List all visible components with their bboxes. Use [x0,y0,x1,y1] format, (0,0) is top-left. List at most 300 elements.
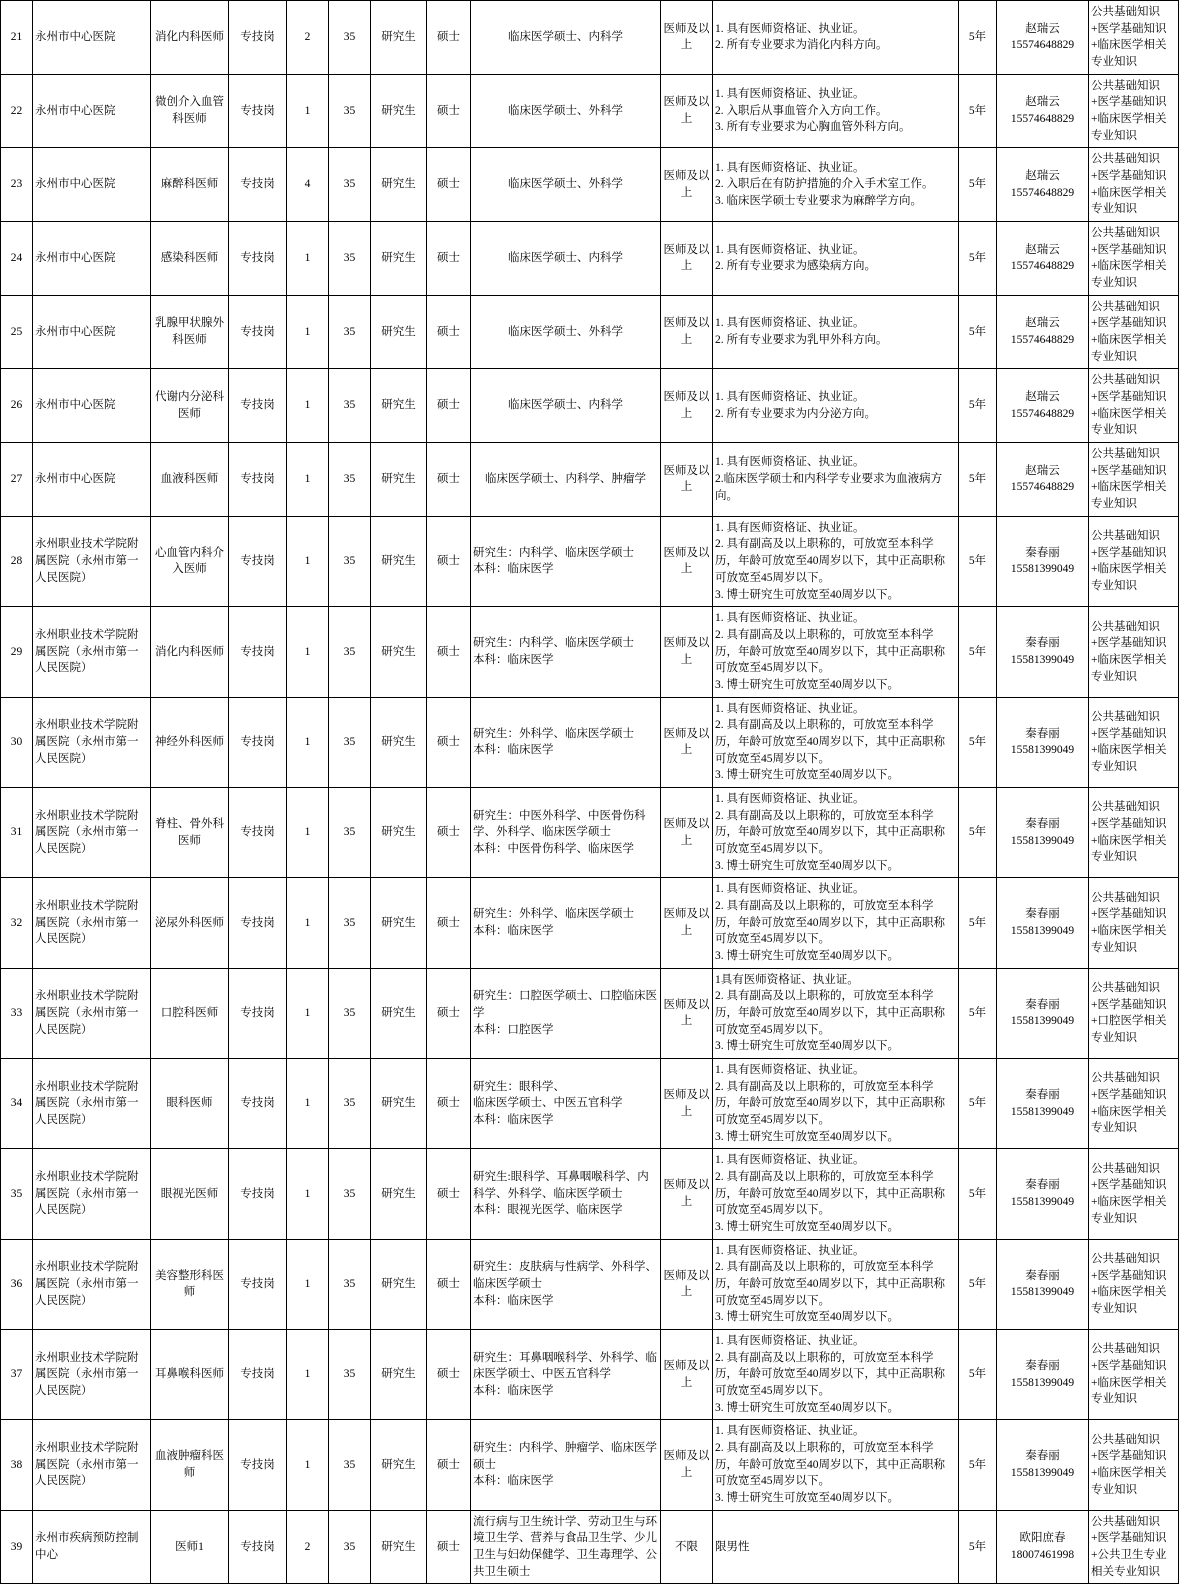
age-limit: 35 [329,968,371,1058]
other-conditions-line: 2. 所有专业要求为消化内科方向。 [715,39,888,52]
recruiting-unit: 永州职业技术学院附属医院（永州市第一人民医院） [33,1330,151,1420]
degree: 硕士 [427,516,471,606]
post-category: 专技岗 [229,1330,287,1420]
table-row [1,878,1179,968]
contact-phone: 15581399049 [1010,1286,1075,1299]
contact-phone: 15581399049 [1010,1376,1075,1389]
post-category: 专技岗 [229,697,287,787]
other-conditions-line: 1. 具有医师资格证、执业证。 [715,792,865,805]
major-requirement-line: 研究生：眼科学、 [473,1080,565,1093]
service-period: 5年 [959,1149,997,1239]
other-conditions [713,148,959,222]
degree: 硕士 [427,1149,471,1239]
row-index: 31 [1,787,33,877]
recruiting-unit: 永州职业技术学院附属医院（永州市第一人民医院） [33,697,151,787]
row-index: 26 [1,369,33,443]
major-requirement [471,1149,661,1239]
major-requirement-line: 临床医学硕士、内科学 [508,252,623,265]
qualification: 医师及以上 [661,787,713,877]
age-limit: 35 [329,1149,371,1239]
major-requirement-line: 本科：临床医学 [473,653,554,666]
service-period: 5年 [959,968,997,1058]
other-conditions-line: 1. 具有医师资格证、执业证。 [715,161,865,174]
age-limit: 35 [329,878,371,968]
recruiting-unit: 永州职业技术学院附属医院（永州市第一人民医院） [33,1420,151,1510]
major-requirement [471,878,661,968]
contact-person [997,369,1089,443]
age-limit: 35 [329,1239,371,1329]
table-row [1,222,1179,296]
recruiting-unit: 永州市中心医院 [33,74,151,148]
major-requirement-line: 临床医学硕士、内科学、肿瘤学 [485,473,646,486]
qualification: 医师及以上 [661,1330,713,1420]
major-requirement [471,1420,661,1510]
major-requirement [471,516,661,606]
age-limit: 35 [329,295,371,369]
major-requirement [471,1239,661,1329]
exam-subjects: 公共基础知识+医学基础知识+临床医学相关专业知识 [1089,878,1179,968]
other-conditions-line: 3. 临床医学硕士专业要求为麻醉学方向。 [715,195,922,208]
major-requirement [471,968,661,1058]
degree: 硕士 [427,697,471,787]
other-conditions-line: 1. 具有医师资格证、执业证。 [715,88,865,101]
recruit-count: 1 [287,1058,329,1148]
exam-subjects: 公共基础知识+医学基础知识+临床医学相关专业知识 [1089,369,1179,443]
other-conditions [713,1058,959,1148]
contact-name: 赵瑞云 [1025,391,1060,404]
post-category: 专技岗 [229,787,287,877]
contact-person [997,787,1089,877]
table-body [1,1,1179,1584]
contact-name: 赵瑞云 [1025,464,1060,477]
recruiting-post: 美容整形科医师 [151,1239,229,1329]
table-row [1,787,1179,877]
other-conditions-line: 2. 具有副高及以上职称的，可放宽至本科学历，年龄可放宽至40周岁以下，其中正高职称可放宽至45周岁以下。 [715,1261,945,1307]
degree: 硕士 [427,1239,471,1329]
major-requirement-line: 本科：口腔医学 [473,1023,554,1036]
recruit-count: 1 [287,607,329,697]
table-row [1,1510,1179,1584]
contact-phone: 15581399049 [1010,1196,1075,1208]
other-conditions [713,1149,959,1239]
other-conditions-line: 2. 具有副高及以上职称的，可放宽至本科学历，年龄可放宽至40周岁以下，其中正高职称可放宽至45周岁以下。 [715,809,945,855]
other-conditions-line: 2. 入职后在有防护措施的介入手术室工作。 [715,178,934,191]
age-limit: 35 [329,1420,371,1510]
contact-name: 秦春丽 [1025,908,1060,921]
contact-name: 赵瑞云 [1025,96,1060,109]
exam-subjects: 公共基础知识+医学基础知识+临床医学相关专业知识 [1089,443,1179,517]
row-index: 30 [1,697,33,787]
education: 研究生 [371,878,427,968]
age-limit: 35 [329,1510,371,1584]
recruit-count: 4 [287,148,329,222]
age-limit: 35 [329,516,371,606]
service-period: 5年 [959,1058,997,1148]
other-conditions-line: 1. 具有医师资格证、执业证。 [715,1244,865,1257]
qualification: 医师及以上 [661,878,713,968]
education: 研究生 [371,516,427,606]
recruit-count: 1 [287,74,329,148]
table-row [1,443,1179,517]
row-index: 25 [1,295,33,369]
contact-name: 秦春丽 [1025,998,1060,1011]
age-limit: 35 [329,443,371,517]
contact-person [997,148,1089,222]
contact-name: 赵瑞云 [1025,243,1060,256]
row-index: 34 [1,1058,33,1148]
qualification: 医师及以上 [661,369,713,443]
contact-person [997,607,1089,697]
recruiting-post: 医师1 [151,1510,229,1584]
contact-phone: 15581399049 [1010,653,1075,666]
major-requirement [471,148,661,222]
service-period: 5年 [959,1,997,75]
recruiting-post: 乳腺甲状腺外科医师 [151,295,229,369]
contact-phone: 15581399049 [1010,924,1075,937]
other-conditions-line: 3. 博士研究生可放宽至40周岁以下。 [715,1492,899,1505]
education: 研究生 [371,1510,427,1584]
recruiting-post: 神经外科医师 [151,697,229,787]
major-requirement [471,607,661,697]
recruiting-post: 微创介入血管科医师 [151,74,229,148]
recruit-count: 1 [287,968,329,1058]
recruiting-post: 耳鼻喉科医师 [151,1330,229,1420]
contact-person [997,1510,1089,1584]
other-conditions-line: 1. 具有医师资格证、执业证。 [715,521,865,534]
other-conditions [713,369,959,443]
recruiting-post: 消化内科医师 [151,607,229,697]
exam-subjects: 公共基础知识+医学基础知识+临床医学相关专业知识 [1089,1149,1179,1239]
qualification: 医师及以上 [661,697,713,787]
contact-name: 秦春丽 [1025,1179,1060,1192]
major-requirement-line: 本科：临床医学 [473,1113,554,1126]
recruiting-unit: 永州市中心医院 [33,1,151,75]
row-index: 32 [1,878,33,968]
recruiting-unit: 永州职业技术学院附属医院（永州市第一人民医院） [33,1149,151,1239]
exam-subjects: 公共基础知识+医学基础知识+临床医学相关专业知识 [1089,74,1179,148]
qualification: 医师及以上 [661,516,713,606]
major-requirement-line: 研究生：外科学、临床医学硕士 [473,908,634,921]
major-requirement-line: 研究生:眼科学、耳鼻咽喉科学、内科学、外科学、临床医学硕士 [473,1171,649,1200]
education: 研究生 [371,443,427,517]
recruiting-post: 麻醉科医师 [151,148,229,222]
table-row [1,1,1179,75]
row-index: 28 [1,516,33,606]
recruiting-post: 眼科医师 [151,1058,229,1148]
row-index: 21 [1,1,33,75]
qualification: 医师及以上 [661,607,713,697]
contact-name: 秦春丽 [1025,637,1060,650]
major-requirement-line: 研究生：外科学、临床医学硕士 [473,727,634,740]
major-requirement-line: 本科：中医骨伤科学、临床医学 [473,842,634,855]
table-row [1,295,1179,369]
major-requirement-line: 本科：临床医学 [473,744,554,757]
post-category: 专技岗 [229,1058,287,1148]
contact-phone: 15581399049 [1010,1015,1075,1028]
major-requirement-line: 本科：临床医学 [473,563,554,576]
other-conditions-line: 2. 所有专业要求为乳甲外科方向。 [715,334,888,347]
contact-person [997,1,1089,75]
contact-name: 秦春丽 [1025,817,1060,830]
recruiting-unit: 永州市中心医院 [33,148,151,222]
contact-person [997,1420,1089,1510]
other-conditions-line: 3. 博士研究生可放宽至40周岁以下。 [715,1130,899,1143]
other-conditions-line: 3. 博士研究生可放宽至40周岁以下。 [715,769,899,782]
qualification: 医师及以上 [661,1149,713,1239]
education: 研究生 [371,607,427,697]
qualification: 医师及以上 [661,295,713,369]
education: 研究生 [371,1,427,75]
other-conditions-line: 3. 博士研究生可放宽至40周岁以下。 [715,949,899,962]
age-limit: 35 [329,1,371,75]
degree: 硕士 [427,968,471,1058]
other-conditions-line: 1具有医师资格证、执业证。 [715,973,859,986]
recruit-count: 2 [287,1510,329,1584]
other-conditions-line: 2. 具有副高及以上职称的，可放宽至本科学历，年龄可放宽至40周岁以下，其中正高职称可放宽至45周岁以下。 [715,990,945,1036]
recruiting-unit: 永州职业技术学院附属医院（永州市第一人民医院） [33,787,151,877]
recruit-count: 1 [287,369,329,443]
age-limit: 35 [329,697,371,787]
other-conditions-line: 1. 具有医师资格证、执业证。 [715,702,865,715]
post-category: 专技岗 [229,148,287,222]
recruiting-post: 口腔科医师 [151,968,229,1058]
other-conditions [713,878,959,968]
education: 研究生 [371,148,427,222]
qualification: 医师及以上 [661,148,713,222]
post-category: 专技岗 [229,369,287,443]
contact-phone: 15574648829 [1010,186,1075,199]
major-requirement-line: 研究生：内科学、肿瘤学、临床医学硕士 [473,1442,657,1471]
recruit-count: 1 [287,1420,329,1510]
other-conditions-line: 3. 博士研究生可放宽至40周岁以下。 [715,1040,899,1053]
major-requirement-line: 流行病与卫生统计学、劳动卫生与环境卫生学、营养与食品卫生学、少儿卫生与妇幼保健学、卫生毒理学、公共卫生硕士 [473,1515,657,1578]
table-row [1,968,1179,1058]
recruiting-unit: 永州市中心医院 [33,369,151,443]
other-conditions-line: 2. 所有专业要求为感染病方向。 [715,260,876,273]
age-limit: 35 [329,369,371,443]
row-index: 38 [1,1420,33,1510]
other-conditions [713,1,959,75]
contact-person [997,74,1089,148]
contact-name: 欧阳庶春 [1019,1532,1066,1545]
service-period: 5年 [959,74,997,148]
contact-phone: 15581399049 [1010,744,1075,757]
post-category: 专技岗 [229,1239,287,1329]
education: 研究生 [371,1420,427,1510]
row-index: 33 [1,968,33,1058]
qualification: 医师及以上 [661,1058,713,1148]
other-conditions-line: 2. 具有副高及以上职称的，可放宽至本科学历，年龄可放宽至40周岁以下，其中正高职称可放宽至45周岁以下。 [715,628,945,675]
age-limit: 35 [329,222,371,296]
major-requirement-line: 本科：临床医学 [473,1294,554,1307]
service-period: 5年 [959,697,997,787]
row-index: 24 [1,222,33,296]
recruiting-post: 代谢内分泌科医师 [151,369,229,443]
recruit-count: 1 [287,443,329,517]
other-conditions-line: 1. 具有医师资格证、执业证。 [715,1063,865,1076]
contact-phone: 15574648829 [1010,113,1075,126]
row-index: 22 [1,74,33,148]
degree: 硕士 [427,148,471,222]
degree: 硕士 [427,1420,471,1510]
exam-subjects: 公共基础知识+医学基础知识+临床医学相关专业知识 [1089,148,1179,222]
major-requirement [471,222,661,296]
degree: 硕士 [427,74,471,148]
other-conditions [713,1330,959,1420]
recruit-count: 1 [287,1239,329,1329]
other-conditions-line: 3. 博士研究生可放宽至40周岁以下。 [715,1401,899,1414]
qualification: 医师及以上 [661,968,713,1058]
other-conditions-line: 1. 具有医师资格证、执业证。 [715,612,865,625]
other-conditions [713,968,959,1058]
recruit-count: 1 [287,516,329,606]
exam-subjects: 公共基础知识+医学基础知识+临床医学相关专业知识 [1089,1239,1179,1329]
major-requirement-line: 临床医学硕士、外科学 [508,104,623,117]
exam-subjects: 公共基础知识+医学基础知识+临床医学相关专业知识 [1089,1,1179,75]
other-conditions-line: 3. 博士研究生可放宽至40周岁以下。 [715,1221,899,1234]
other-conditions [713,1510,959,1584]
table-row [1,148,1179,222]
contact-person [997,1330,1089,1420]
major-requirement [471,1330,661,1420]
row-index: 35 [1,1149,33,1239]
education: 研究生 [371,697,427,787]
table-row [1,1420,1179,1510]
other-conditions-line: 2. 具有副高及以上职称的，可放宽至本科学历，年龄可放宽至40周岁以下，其中正高职称可放宽至45周岁以下。 [715,1442,945,1488]
table-row [1,1149,1179,1239]
service-period: 5年 [959,369,997,443]
degree: 硕士 [427,295,471,369]
contact-person [997,443,1089,517]
education: 研究生 [371,1330,427,1420]
other-conditions-line: 3. 博士研究生可放宽至40周岁以下。 [715,859,899,872]
degree: 硕士 [427,222,471,296]
other-conditions-line: 1. 具有医师资格证、执业证。 [715,391,865,404]
education: 研究生 [371,968,427,1058]
recruiting-unit: 永州市疾病预防控制中心 [33,1510,151,1584]
other-conditions-line: 3. 博士研究生可放宽至40周岁以下。 [715,678,899,691]
post-category: 专技岗 [229,878,287,968]
row-index: 29 [1,607,33,697]
contact-name: 秦春丽 [1025,727,1060,740]
other-conditions-line: 3. 所有专业要求为心胸血管外科方向。 [715,121,911,134]
recruit-count: 1 [287,697,329,787]
contact-name: 秦春丽 [1025,1450,1060,1463]
qualification: 医师及以上 [661,443,713,517]
major-requirement-line: 临床医学硕士、外科学 [508,178,623,191]
major-requirement-line: 研究生：中医外科学、中医骨伤科学、外科学、临床医学硕士 [473,809,646,839]
qualification: 医师及以上 [661,222,713,296]
exam-subjects: 公共基础知识+医学基础知识+临床医学相关专业知识 [1089,787,1179,877]
major-requirement-line: 研究生：皮肤病与性病学、外科学、临床医学硕士 [473,1261,657,1291]
other-conditions [713,295,959,369]
contact-phone: 15574648829 [1010,407,1075,420]
contact-name: 秦春丽 [1025,546,1060,559]
recruiting-unit: 永州职业技术学院附属医院（永州市第一人民医院） [33,516,151,606]
degree: 硕士 [427,878,471,968]
recruit-count: 1 [287,1149,329,1239]
education: 研究生 [371,369,427,443]
major-requirement-line: 本科：临床医学 [473,1475,554,1488]
recruiting-unit: 永州市中心医院 [33,295,151,369]
contact-name: 赵瑞云 [1025,22,1060,35]
recruiting-unit: 永州市中心医院 [33,443,151,517]
contact-phone: 15574648829 [1010,260,1075,273]
other-conditions-line: 2. 具有副高及以上职称的，可放宽至本科学历，年龄可放宽至40周岁以下，其中正高职称可放宽至45周岁以下。 [715,899,945,946]
recruiting-post: 血液科医师 [151,443,229,517]
exam-subjects: 公共基础知识+医学基础知识+临床医学相关专业知识 [1089,697,1179,787]
other-conditions-line: 2. 具有副高及以上职称的，可放宽至本科学历，年龄可放宽至40周岁以下，其中正高职称可放宽至45周岁以下。 [715,1351,945,1398]
recruiting-unit: 永州市中心医院 [33,222,151,296]
post-category: 专技岗 [229,74,287,148]
major-requirement-line: 研究生：内科学、临床医学硕士 [473,637,634,650]
contact-phone: 15581399049 [1010,563,1075,576]
other-conditions-line: 1. 具有医师资格证、执业证。 [715,883,865,896]
contact-person [997,1149,1089,1239]
table-row [1,1239,1179,1329]
other-conditions [713,787,959,877]
education: 研究生 [371,1239,427,1329]
contact-name: 赵瑞云 [1025,170,1060,183]
major-requirement [471,1,661,75]
contact-person [997,697,1089,787]
row-index: 37 [1,1330,33,1420]
degree: 硕士 [427,443,471,517]
table-row [1,369,1179,443]
recruiting-unit: 永州职业技术学院附属医院（永州市第一人民医院） [33,607,151,697]
other-conditions-line: 2. 所有专业要求为内分泌方向。 [715,407,876,420]
table-row [1,74,1179,148]
recruiting-post: 泌尿外科医师 [151,878,229,968]
contact-phone: 15581399049 [1010,1105,1075,1118]
contact-person [997,295,1089,369]
other-conditions-line: 1. 具有医师资格证、执业证。 [715,317,865,330]
other-conditions-line: 2. 具有副高及以上职称的，可放宽至本科学历，年龄可放宽至40周岁以下，其中正高职称可放宽至45周岁以下。 [715,1080,945,1126]
service-period: 5年 [959,516,997,606]
education: 研究生 [371,1058,427,1148]
recruiting-post: 脊柱、骨外科医师 [151,787,229,877]
other-conditions [713,443,959,517]
service-period: 5年 [959,878,997,968]
major-requirement [471,1510,661,1584]
post-category: 专技岗 [229,295,287,369]
post-category: 专技岗 [229,968,287,1058]
service-period: 5年 [959,148,997,222]
other-conditions [713,697,959,787]
recruit-count: 1 [287,878,329,968]
exam-subjects: 公共基础知识+医学基础知识+临床医学相关专业知识 [1089,516,1179,606]
post-category: 专技岗 [229,1,287,75]
contact-name: 秦春丽 [1025,1269,1060,1282]
table-row [1,607,1179,697]
service-period: 5年 [959,1330,997,1420]
other-conditions [713,222,959,296]
table-row [1,1330,1179,1420]
contact-phone: 15574648829 [1010,481,1075,494]
other-conditions-line: 2. 具有副高及以上职称的，可放宽至本科学历，年龄可放宽至40周岁以下，其中正高职称可放宽至45周岁以下。 [715,719,945,765]
other-conditions-line: 1. 具有医师资格证、执业证。 [715,22,865,35]
service-period: 5年 [959,1420,997,1510]
recruiting-post: 眼视光医师 [151,1149,229,1239]
major-requirement-line: 本科：临床医学 [473,924,554,937]
age-limit: 35 [329,1058,371,1148]
row-index: 36 [1,1239,33,1329]
contact-name: 赵瑞云 [1025,317,1060,330]
contact-person [997,968,1089,1058]
recruit-count: 1 [287,787,329,877]
row-index: 27 [1,443,33,517]
recruiting-unit: 永州职业技术学院附属医院（永州市第一人民医院） [33,1239,151,1329]
